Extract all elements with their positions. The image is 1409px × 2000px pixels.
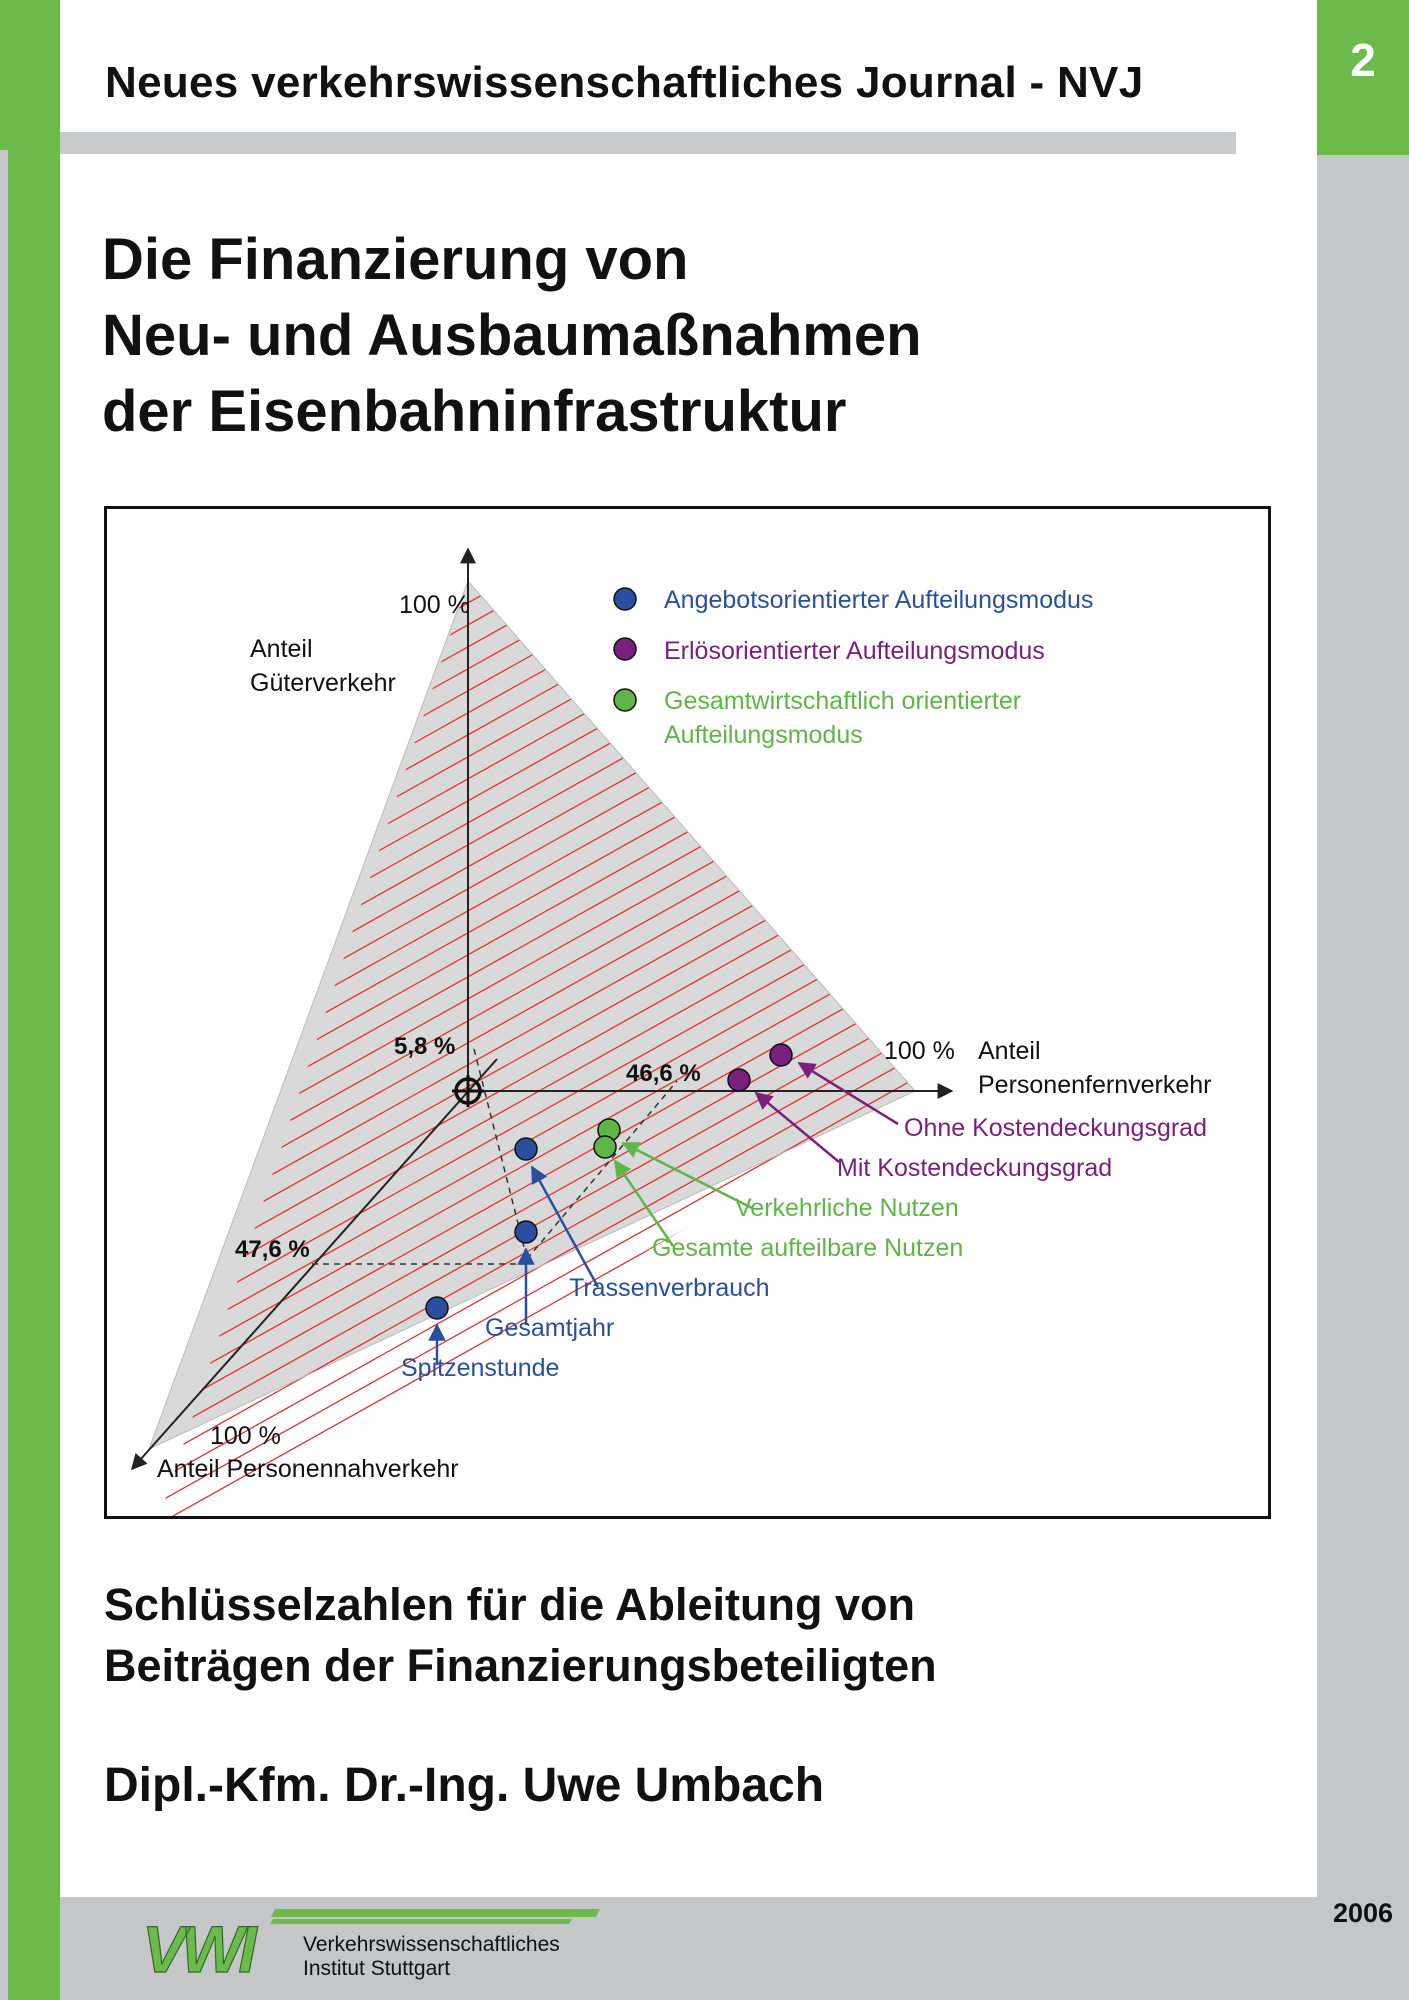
- value-gueter: 5,8 %: [394, 1033, 456, 1060]
- hatch-line: [107, 1499, 1107, 1516]
- book-title: [102, 222, 922, 450]
- annot-trassen: Trassenverbrauch: [569, 1274, 770, 1302]
- label-gueter-2: Güterverkehr: [250, 669, 396, 697]
- annot-verkehrliche: Verkehrliche Nutzen: [735, 1194, 959, 1222]
- book-title-line-2: Neu- und Ausbaumaßnahmen: [102, 303, 922, 368]
- label-nah: Anteil Personennahverkehr: [157, 1455, 459, 1483]
- legend-blue: Angebotsorientierter Aufteilungsmodus: [664, 586, 1094, 614]
- legend-marker-green: [614, 689, 636, 711]
- label-fern-1: Anteil: [978, 1037, 1041, 1065]
- legend-marker-purple: [614, 638, 636, 660]
- label-nah-pct: 100 %: [210, 1422, 281, 1450]
- label-fern-2: Personenfernverkehr: [978, 1071, 1212, 1099]
- point-spitzenstunde: [426, 1297, 448, 1319]
- book-title-line-1: Die Finanzierung von: [102, 227, 689, 292]
- hatch-line: [107, 1389, 1107, 1516]
- point-trassenverbrauch: [515, 1138, 537, 1160]
- legend-purple: Erlösorientierter Aufteilungsmodus: [664, 637, 1045, 665]
- label-gueter-1: Anteil: [250, 635, 313, 663]
- hatch-line: [107, 509, 1107, 519]
- institute-line-2: Institut Stuttgart: [303, 1957, 451, 1980]
- value-fern: 46,6 %: [626, 1060, 701, 1087]
- value-nah: 47,6 %: [235, 1236, 310, 1263]
- right-gray-column: [1317, 155, 1409, 2000]
- annot-gesamtjahr: Gesamtjahr: [485, 1314, 615, 1342]
- journal-title: Neues verkehrswissenschaftliches Journal - NVJ: [105, 58, 1144, 107]
- point-ohne-kostendeckungsgrad: [770, 1044, 792, 1066]
- hatch-line: [107, 509, 1107, 563]
- hatch-line: [107, 509, 1107, 541]
- annot-mit: Mit Kostendeckungsgrad: [837, 1154, 1113, 1182]
- annot-gesamte: Gesamte aufteilbare Nutzen: [652, 1234, 964, 1262]
- annot-spitzenstunde: Spitzenstunde: [401, 1354, 560, 1382]
- label-fern-pct: 100 %: [884, 1037, 955, 1065]
- publication-year: 2006: [1332, 1898, 1394, 1928]
- left-gray-strip: [0, 150, 8, 2000]
- vwi-logo-text: VWI: [142, 1912, 252, 1979]
- header-rule: [60, 132, 1236, 154]
- author-name: Dipl.-Kfm. Dr.-Ing. Uwe Umbach: [104, 1759, 825, 1812]
- cover-figure: [104, 506, 1271, 1519]
- point-gesamtjahr: [515, 1221, 537, 1243]
- hatch-line: [107, 509, 1107, 585]
- book-subtitle: [104, 1574, 937, 1696]
- book-title-line-3: der Eisenbahninfrastruktur: [102, 379, 847, 444]
- book-subtitle-line-1: Schlüsselzahlen für die Ableitung von: [104, 1579, 915, 1630]
- left-green-bar: [0, 0, 60, 2000]
- ternary-diagram: [107, 509, 1268, 1516]
- label-gueter-pct: 100 %: [399, 591, 470, 619]
- legend-marker-blue: [614, 588, 636, 610]
- legend-green-2: Aufteilungsmodus: [664, 721, 863, 749]
- annot-ohne: Ohne Kostendeckungsgrad: [904, 1114, 1207, 1142]
- issue-number-badge: 2: [1317, 0, 1409, 155]
- point-gesamte-aufteilbare-nutzen: [594, 1136, 616, 1158]
- point-mit-kostendeckungsgrad: [728, 1069, 750, 1091]
- legend-green-1: Gesamtwirtschaftlich orientierter: [664, 687, 1022, 715]
- institute-line-1: Verkehrswissenschaftliches: [303, 1933, 560, 1956]
- book-subtitle-line-2: Beiträgen der Finanzierungsbeteiligten: [104, 1640, 937, 1691]
- hatch-line: [107, 509, 1107, 651]
